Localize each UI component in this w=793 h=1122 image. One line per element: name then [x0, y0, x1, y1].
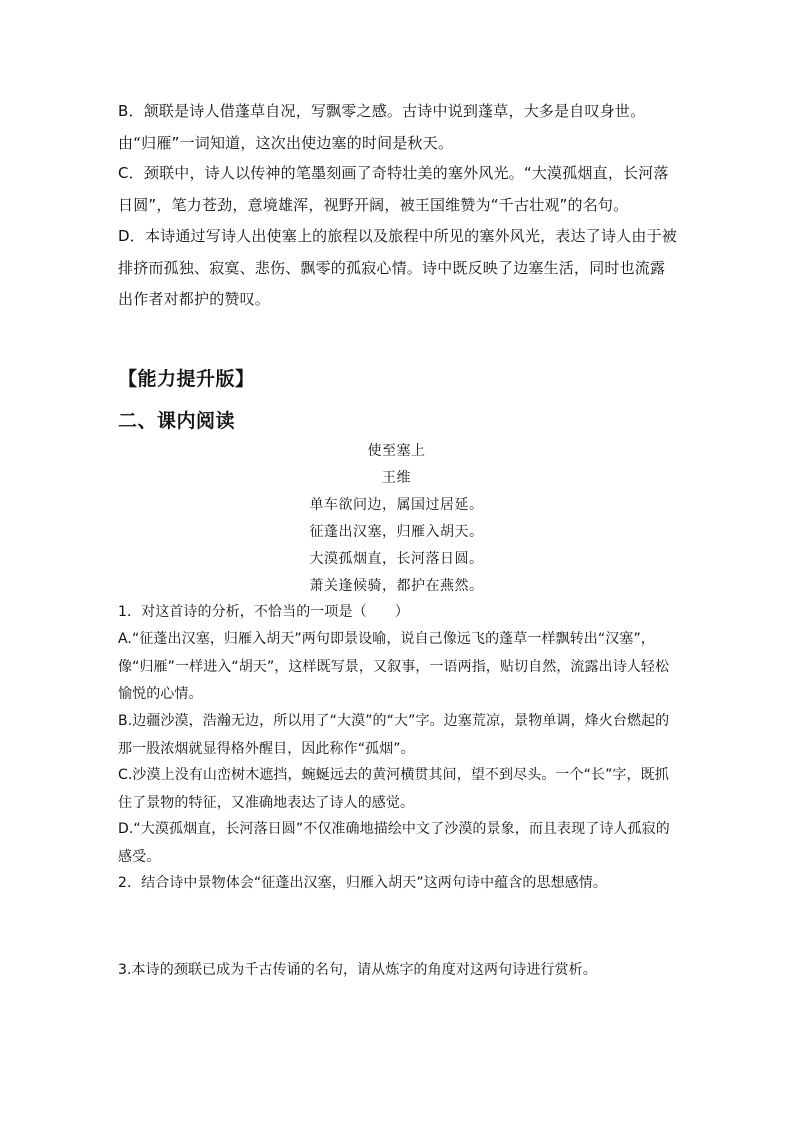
section-title: 【能力提升版】: [118, 368, 255, 390]
question-2: 2．结合诗中景物体会“征蓬出汉塞，归雁入胡天”这两句诗中蕴含的思想感情。: [118, 875, 608, 891]
poem-line: 萧关逢候骑，都护在燕然。: [309, 578, 484, 594]
subsection-title: 二、课内阅读: [118, 410, 236, 432]
question-1-option-a: A.“征蓬出汉塞，归雁入胡天”两句即景设喻，说自己像远飞的蓬草一样飘转出“汉塞”，像“归雁”一样进入“胡天”，这样既写景，又叙事，一语两指，贴切自然，流露出诗人轻松愉悦的心情。: [118, 631, 670, 702]
poem-title: 使至塞上: [367, 443, 426, 459]
question-3: 3.本诗的颈联已成为千古传诵的名句，请从炼字的角度对这两句诗进行赏析。: [118, 962, 597, 978]
question-1-stem: 1．对这首诗的分析，不恰当的一项是（ ）: [118, 604, 410, 620]
poem-line: 单车欲问边，属国过居延。: [309, 497, 484, 513]
option-d-previous: D．本诗通过写诗人出使塞上的旅程以及旅程中所见的塞外风光，表达了诗人由于被排挤而孤独、寂寞、悲伤、飘零的孤寂心情。诗中既反映了边塞生活，同时也流露出作者对都护的赞叹。: [118, 227, 677, 308]
poem-line: 大漠孤烟直，长河落日圆。: [309, 551, 484, 567]
option-c-previous: C．颈联中，诗人以传神的笔墨刻画了奇特壮美的塞外风光。“大漠孤烟直，长河落日圆”，笔力苍劲，意境雄浑，视野开阔，被王国维赞为“千古壮观”的名句。: [118, 164, 669, 214]
question-1-option-d: D.“大漠孤烟直，长河落日圆”不仅准确地描绘中文了沙漠的景象，而且表现了诗人孤寂的感受。: [118, 821, 670, 865]
question-1-option-c: C.沙漠上没有山峦树木遮挡，蜿蜒远去的黄河横贯其间，望不到尽头。一个“长”字，既抓住了景物的特征，又准确地表达了诗人的感觉。: [118, 767, 669, 811]
poem-author: 王维: [382, 470, 411, 486]
option-b-previous: B．颔联是诗人借蓬草自况，写飘零之感。古诗中说到蓬草，大多是自叹身世。由“归雁”一词知道，这次出使边塞的时间是秋天。: [118, 102, 646, 152]
question-1-option-b: B.边疆沙漠，浩瀚无边，所以用了“大漠”的“大”字。边塞荒凉，景物单调，烽火台燃起的那一股浓烟就显得格外醒目，因此称作“孤烟”。: [118, 713, 670, 757]
poem-line: 征蓬出汉塞，归雁入胡天。: [309, 524, 484, 540]
